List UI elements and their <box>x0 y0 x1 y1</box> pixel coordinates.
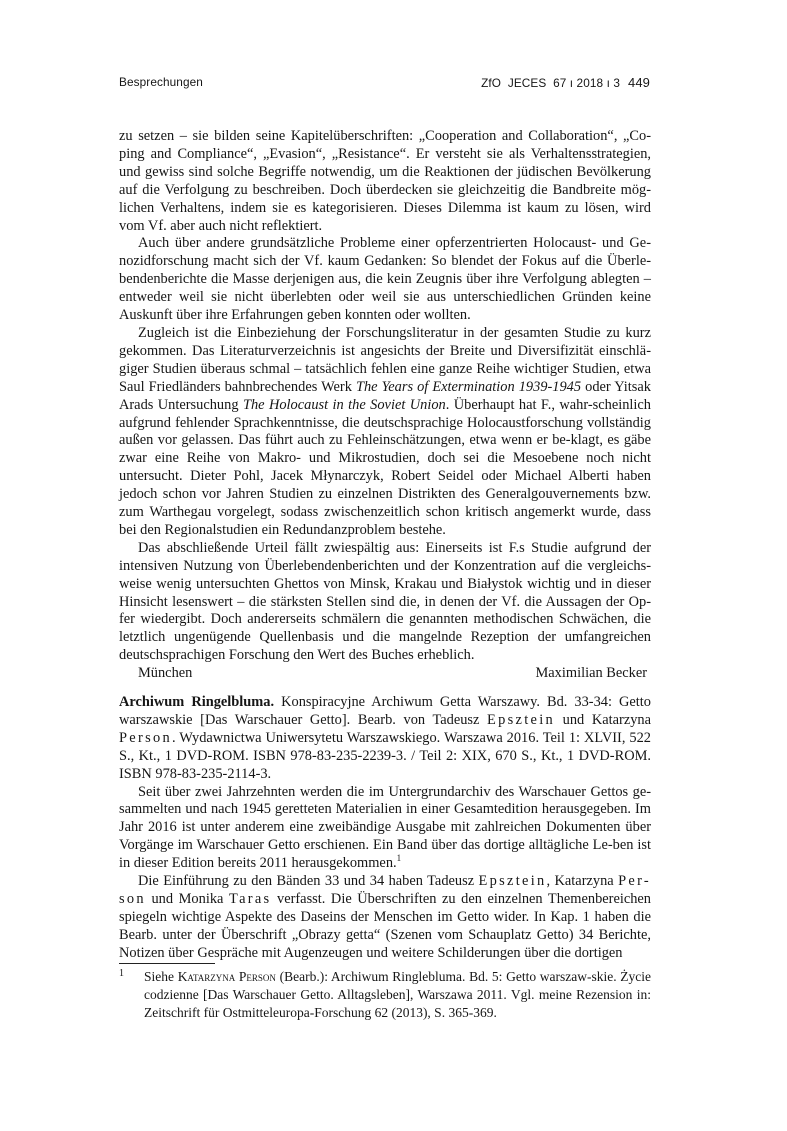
footnote-author: Katarzyna Person <box>177 969 276 984</box>
journal-citation <box>481 75 650 90</box>
text-run: Die Einführung zu den Bänden 33 und 34 haben Tadeusz <box>138 873 479 890</box>
text-run: (Bearb.): Archiwum Ringlebluma. Bd. 5: Getto warszaw-skie. Życie codzienne [Das Warschauer Getto. Alltagsleben], Warszawa 2011. Vgl. meine Rezension in: Zeitschrift für Ostmitteleuropa-Forschung 62 (2013), S. 365-369. <box>144 969 652 1020</box>
footnote-number: 1 <box>119 968 124 979</box>
page-number: 449 <box>628 75 650 90</box>
reviewer-name: Maximilian Becker <box>535 665 647 682</box>
paragraph: Auch über andere grundsätzliche Probleme einer opferzentrierten Holocaust- und Ge-nozidforschung macht sich der Vf. kaum Gedanken: So blendet der Fokus auf die Überle-bendenberichte die Masse derjenigen aus, die kein Zeugnis über ihre Verfolgung ablegten – entweder weil sie nicht überlebten oder weil sie aus unterschiedlichen Gründen keine Auskunft über ihre Erfahrungen geben konnten oder wollten. <box>119 235 651 324</box>
text-run: . Wydawnictwa Uniwersytetu Warszawskiego. Warszawa 2016. Teil 1: XLVII, 522 S., Kt., 1 DVD-ROM. ISBN 978-83-235-2239-3. / Teil 2: XIX, 670 S., Kt., 1 DVD-ROM. ISBN 978-83-235-2114-3. <box>119 729 651 782</box>
text-run: oder Yitsak Arads Untersuchung <box>119 378 651 413</box>
footnote <box>119 968 651 1021</box>
running-header <box>119 75 650 91</box>
author-name: Epsztein <box>478 873 547 890</box>
review-continuation <box>119 128 651 683</box>
text-run: , Katarzyna <box>546 873 619 890</box>
paragraph <box>119 873 651 963</box>
paragraph: Das abschließende Urteil fällt zwiespältig aus: Einerseits ist F.s Studie aufgrund der intensiven Nutzung von Überlebendenberichten und der Konzentration auf die vergleichs-weise wenig untersuchten Ghettos von Minsk, Krakau und Białystok wichtig und in dieser Hinsicht lesenswert – die stärksten Stellen sind die, in denen der Vf. die Aussagen der Op-fer wiedergibt. Doch andererseits schmälern die genannten methodischen Schwächen, die letztlich ungenügende Quellenbasis und die mangelnde Rezeption der umfangreichen deutschsprachigen Forschung den Wert des Buches erheblich. <box>119 539 651 664</box>
text-run: Siehe <box>144 969 178 984</box>
text-run: verfasst. Die Überschriften zu den einzelnen Themenbereichen spiegeln wichtige Aspekte des Daseins der Menschen im Getto wider. In Kap. 1 haben die Bearb. unter der Überschrift „Obrazy getta“ (Szenen vom Schauplatz Getto) 34 Berichte, Notizen über Gespräche mit Augenzeugen und weitere Schilderungen über die dortigen <box>119 890 651 961</box>
footnote-text <box>144 968 651 1021</box>
text-run: und Katarzyna <box>555 711 651 728</box>
review-title: Archiwum Ringelbluma. <box>119 694 275 710</box>
author-name: Per-son <box>119 873 651 907</box>
reviewer-place: München <box>138 665 193 682</box>
paragraph <box>119 784 651 874</box>
author-name: Taras <box>228 890 272 907</box>
footnote-ref[interactable]: 1 <box>396 853 402 864</box>
paragraph: zu setzen – sie bilden seine Kapitelüberschriften: „Cooperation and Collaboration“, „Co-ping and Compliance“, „Evasion“, „Resistance“. Er versteht sie als Verhaltensstrategien, und gewiss sind solche Begriffe notwendig, um die Reaktionen der jüdischen Bevölkerung auf die Verfolgung zu beschreiben. Doch überdecken sie gleichzeitig die Bandbreite mög-lichen Verhaltens, indem sie es kategorisieren. Dieses Dilemma ist kaum zu lösen, wird vom Vf. aber auch nicht reflektiert. <box>119 128 651 234</box>
editor-name: Person <box>119 729 172 746</box>
paragraph <box>119 325 651 540</box>
text-run: Seit über zwei Jahrzehnten werden die im Untergrundarchiv des Warschauer Gettos ge-sammelten und nach 1945 geretteten Materialien in einer Gesamtedition herausgegeben. Im Jahr 2016 ist unter anderem eine zweibändige Ausgabe mit zahlreichen Dokumenten über Vorgänge im Warschauer Getto erschienen. Ein Band über das dortige alltägliche Le-ben ist in dieser Edition bereits 2011 herausgekommen. <box>119 783 651 872</box>
book-title: The Years of Extermination 1939-1945 <box>355 378 582 395</box>
text-run: Zugleich ist die Einbeziehung der Forschungsliteratur in der gesamten Studie zu kurz gekommen. Das Literaturverzeichnis ist angesichts der Breite und Diversifizität einschlä-giger Studien überaus schmal – tatsächlich fehlen eine ganze Reihe wichtiger Studien, etwa Saul Friedländers bahnbrechendes Werk <box>119 324 651 395</box>
text-run: Konspiracyjne Archiwum Getta Warszawy. Bd. 33-34: Getto warszawskie [Das Warschauer Getto]. Bearb. von Tadeusz <box>119 694 651 728</box>
editor-name: Epsztein <box>487 711 555 728</box>
review-archiwum <box>119 694 651 963</box>
journal-issue: ZfO JECES 67 ı 2018 ı 3 <box>481 76 620 90</box>
text-run: und Monika <box>145 890 229 907</box>
text-run: . Überhaupt hat F., wahr-scheinlich aufgrund fehlender Sprachkenntnisse, die deutschsprachige Holocaustforschung vollständig außen vor gelassen. Das führt auch zu Fehleinschätzungen, etwa wenn er be-klagt, es gäbe zwar eine Reihe von Makro- und Mikrostudien, doch sei die Mesoebene noch nicht untersucht. Dieter Pohl, Jacek Młynarczyk, Robert Seidel oder Michael Alberti haben jedoch schon vor Jahren Studien zu einzelnen Distrikten des Generalgouvernements bzw. zum Warthegau vorgelegt, sodass zwischenzeitlich schon kritisch angemerkt wurde, dass bei den Regionalstudien ein Redundanzproblem bestehe. <box>119 396 652 538</box>
section-title: Besprechungen <box>119 75 203 89</box>
footnote-divider <box>119 963 215 964</box>
bibliographic-entry <box>119 694 651 784</box>
review-signature <box>119 665 651 683</box>
book-title: The Holocaust in the Soviet Union <box>242 396 446 413</box>
